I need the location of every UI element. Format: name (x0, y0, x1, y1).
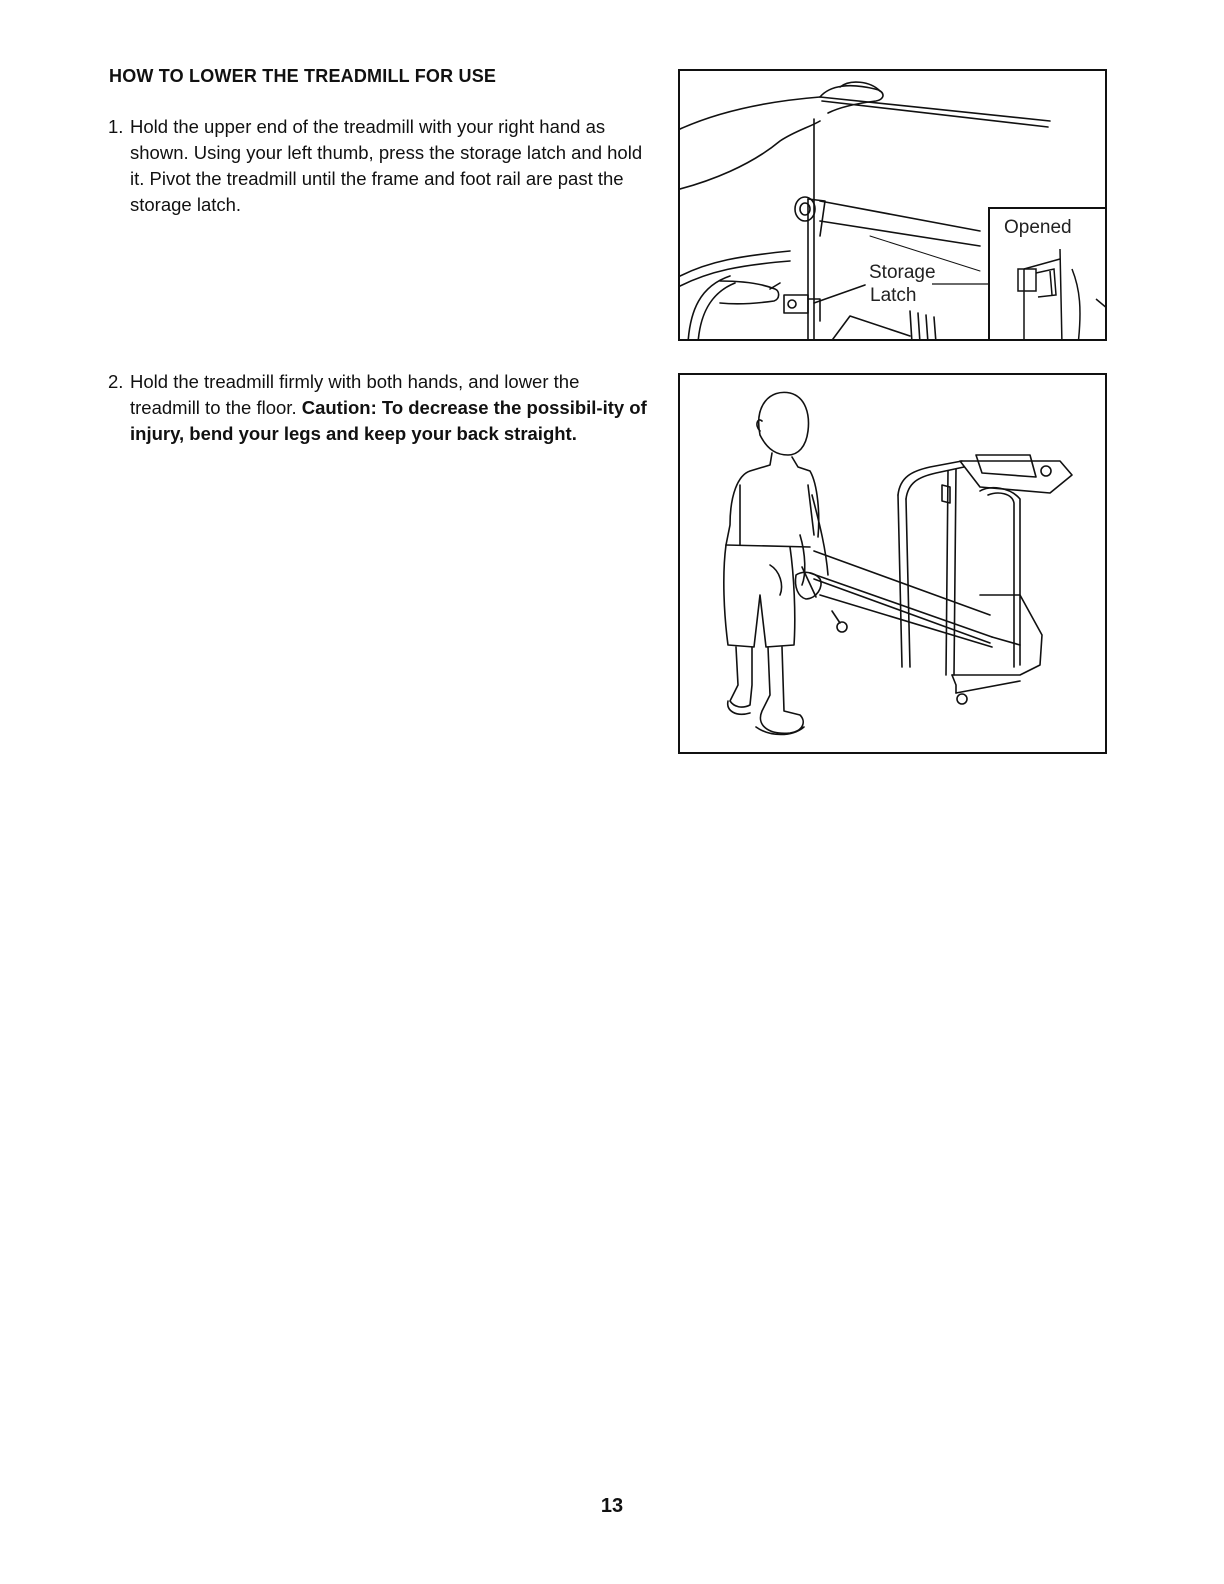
storage-latch-illustration (678, 69, 1107, 341)
step-number: 2. (108, 371, 124, 392)
section-heading: HOW TO LOWER THE TREADMILL FOR USE (109, 66, 497, 86)
lower-treadmill-illustration (678, 373, 1107, 754)
storage-latch-callout-line2: Latch (870, 285, 917, 306)
opened-latch-drawing (990, 209, 1107, 341)
opened-latch-inset (988, 207, 1107, 341)
step-instruction: Hold the upper end of the treadmill with your right hand as shown. Using your left thumb, press the storage latch and hold it. Pivot the treadmill until the frame and foot rail are past the storage latch. (130, 116, 643, 215)
caution-text: Caution: To decrease the possibil-ity of injury, bend your legs and keep your back straight. (130, 397, 647, 444)
step-text (130, 369, 648, 447)
storage-latch-callout: Storage (869, 262, 936, 283)
step-instruction: Hold the treadmill firmly with both hands, and lower the treadmill to the floor. (130, 371, 580, 418)
opened-label: Opened (1004, 217, 1072, 238)
lowering-drawing (680, 375, 1107, 754)
step-1 (108, 114, 648, 218)
page-number: 13 (600, 1495, 624, 1517)
step-text (130, 114, 648, 218)
step-number: 1. (108, 116, 124, 137)
step-2 (108, 369, 648, 447)
